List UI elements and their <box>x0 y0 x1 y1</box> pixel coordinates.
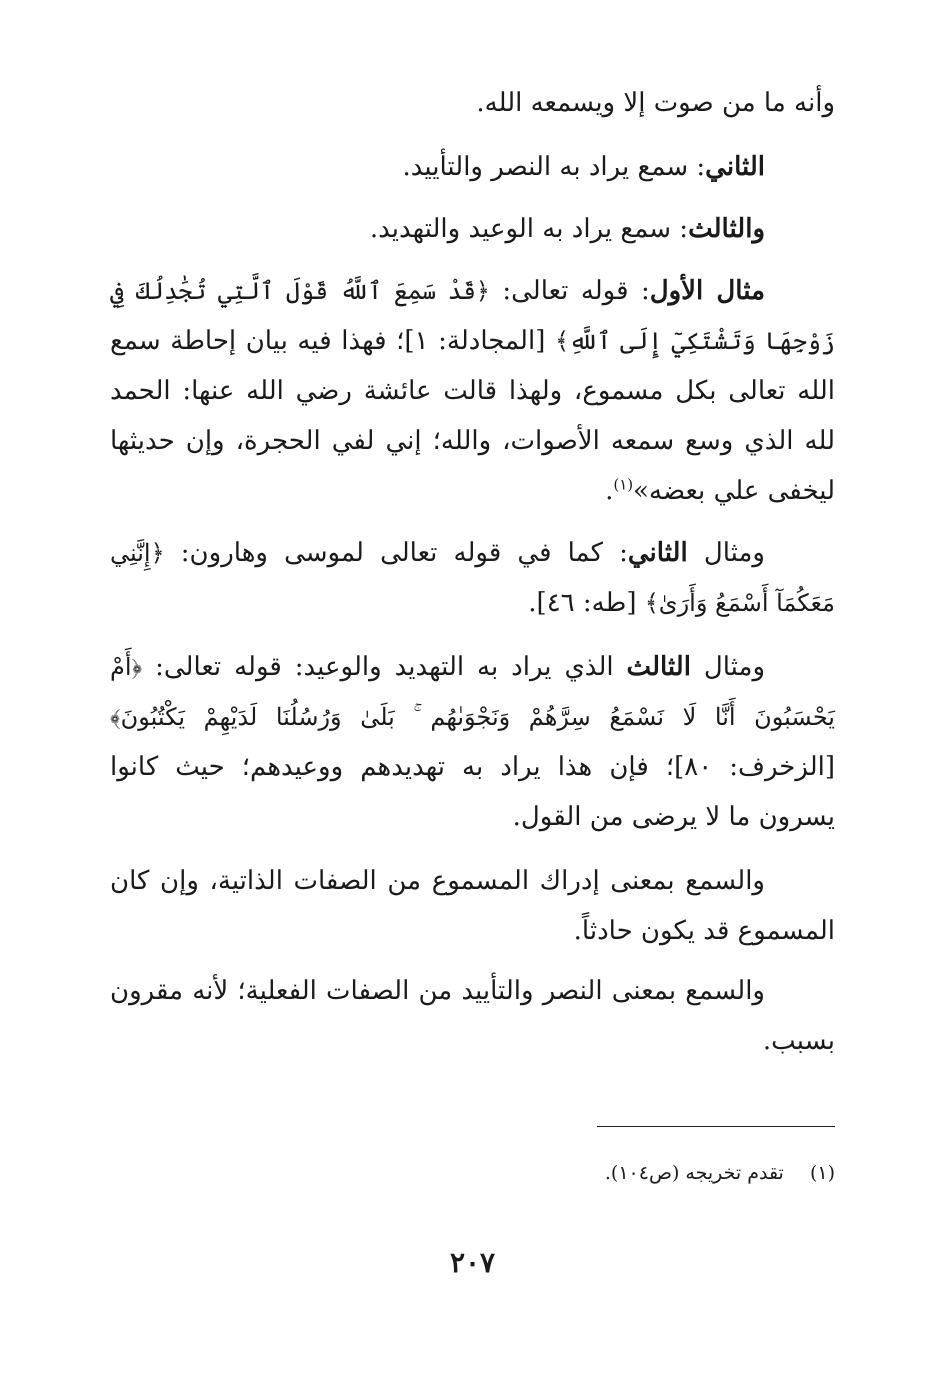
paragraph-5-prefix: ومثال <box>687 538 765 568</box>
book-page <box>110 0 835 1383</box>
footnote-reference: (١) <box>613 475 634 494</box>
paragraph-1 <box>110 78 835 128</box>
footnote-divider <box>597 1126 835 1127</box>
footnote-number: (١) <box>809 1162 835 1184</box>
paragraph-7 <box>110 856 835 956</box>
paragraph-2-text: : سمع يراد به النصر والتأييد. <box>402 152 706 182</box>
paragraph-5-intro: : كما في قوله تعالى لموسى وهارون: <box>164 538 628 568</box>
paragraph-6-prefix: ومثال <box>690 652 765 682</box>
paragraph-4-label: مثال الأول <box>649 276 765 306</box>
paragraph-3 <box>110 204 765 254</box>
paragraph-1-text: وأنه ما من صوت إلا ويسمعه الله. <box>476 88 835 118</box>
paragraph-7-text: والسمع بمعنى إدراك المسموع من الصفات الذاتية، وإن كان المسموع قد يكون حادثاً. <box>110 866 835 946</box>
footnote-text: تقدم تخريجه (ص١٠٤). <box>604 1162 784 1184</box>
page-number: ٢٠٧ <box>449 1246 496 1279</box>
quran-verse-mujadila: ﴿قَدْ سَمِعَ ٱللَّهُ قَوْلَ ٱلَّتِي تُجَٰدِلُكَ فِي زَوْجِهَا وَتَشْتَكِيٓ إِلَى ٱللَّهِ﴾ <box>110 277 835 355</box>
paragraph-3-text: : سمع يراد به الوعيد والتهديد. <box>369 214 689 244</box>
quran-verse-taha: ﴿إِنَّنِي مَعَكُمَآ أَسْمَعُ وَأَرَىٰ﴾ <box>110 539 835 617</box>
quran-verse-zukhruf: ﴿أَمْ يَحْسَبُونَ أَنَّا لَا نَسْمَعُ سِرَّهُمْ وَنَجْوَىٰهُم ۚ بَلَىٰ وَرُسُلُنَا لَدَيْهِمْ يَكْتُبُونَ﴾ <box>110 653 835 731</box>
paragraph-6-intro: الذي يراد به التهديد والوعيد: قوله تعالى: <box>142 652 627 682</box>
footnote <box>605 1158 835 1188</box>
paragraph-2-label: الثاني <box>705 152 765 182</box>
paragraph-5-citation: [طه: ٤٦]. <box>528 588 645 618</box>
paragraph-4-intro: : قوله تعالى: <box>489 276 650 306</box>
paragraph-4-body: [المجادلة: ١]؛ فهذا فيه بيان إحاطة سمع الله تعالى بكل مسموع، ولهذا قالت عائشة رضي الله عنها: الحمد لله الذي وسع سمعه الأصوات، والله؛ إني لفي الحجرة، وإن حديثها ليخفى علي بعضه» <box>110 326 835 506</box>
paragraph-6-body: [الزخرف: ٨٠]؛ فإن هذا يراد به تهديدهم ووعيدهم؛ حيث كانوا يسرون ما لا يرضى من القول. <box>110 752 836 832</box>
paragraph-4 <box>110 266 835 516</box>
paragraph-5-label: الثاني <box>627 538 688 568</box>
paragraph-5 <box>110 528 835 628</box>
paragraph-2 <box>110 142 765 192</box>
paragraph-8-text: والسمع بمعنى النصر والتأييد من الصفات الفعلية؛ لأنه مقرون بسبب. <box>110 976 835 1056</box>
paragraph-6-label: الثالث <box>626 652 691 682</box>
paragraph-6 <box>110 642 835 842</box>
paragraph-8 <box>110 966 835 1066</box>
paragraph-3-label: والثالث <box>688 214 765 244</box>
paragraph-4-end: . <box>605 476 614 506</box>
